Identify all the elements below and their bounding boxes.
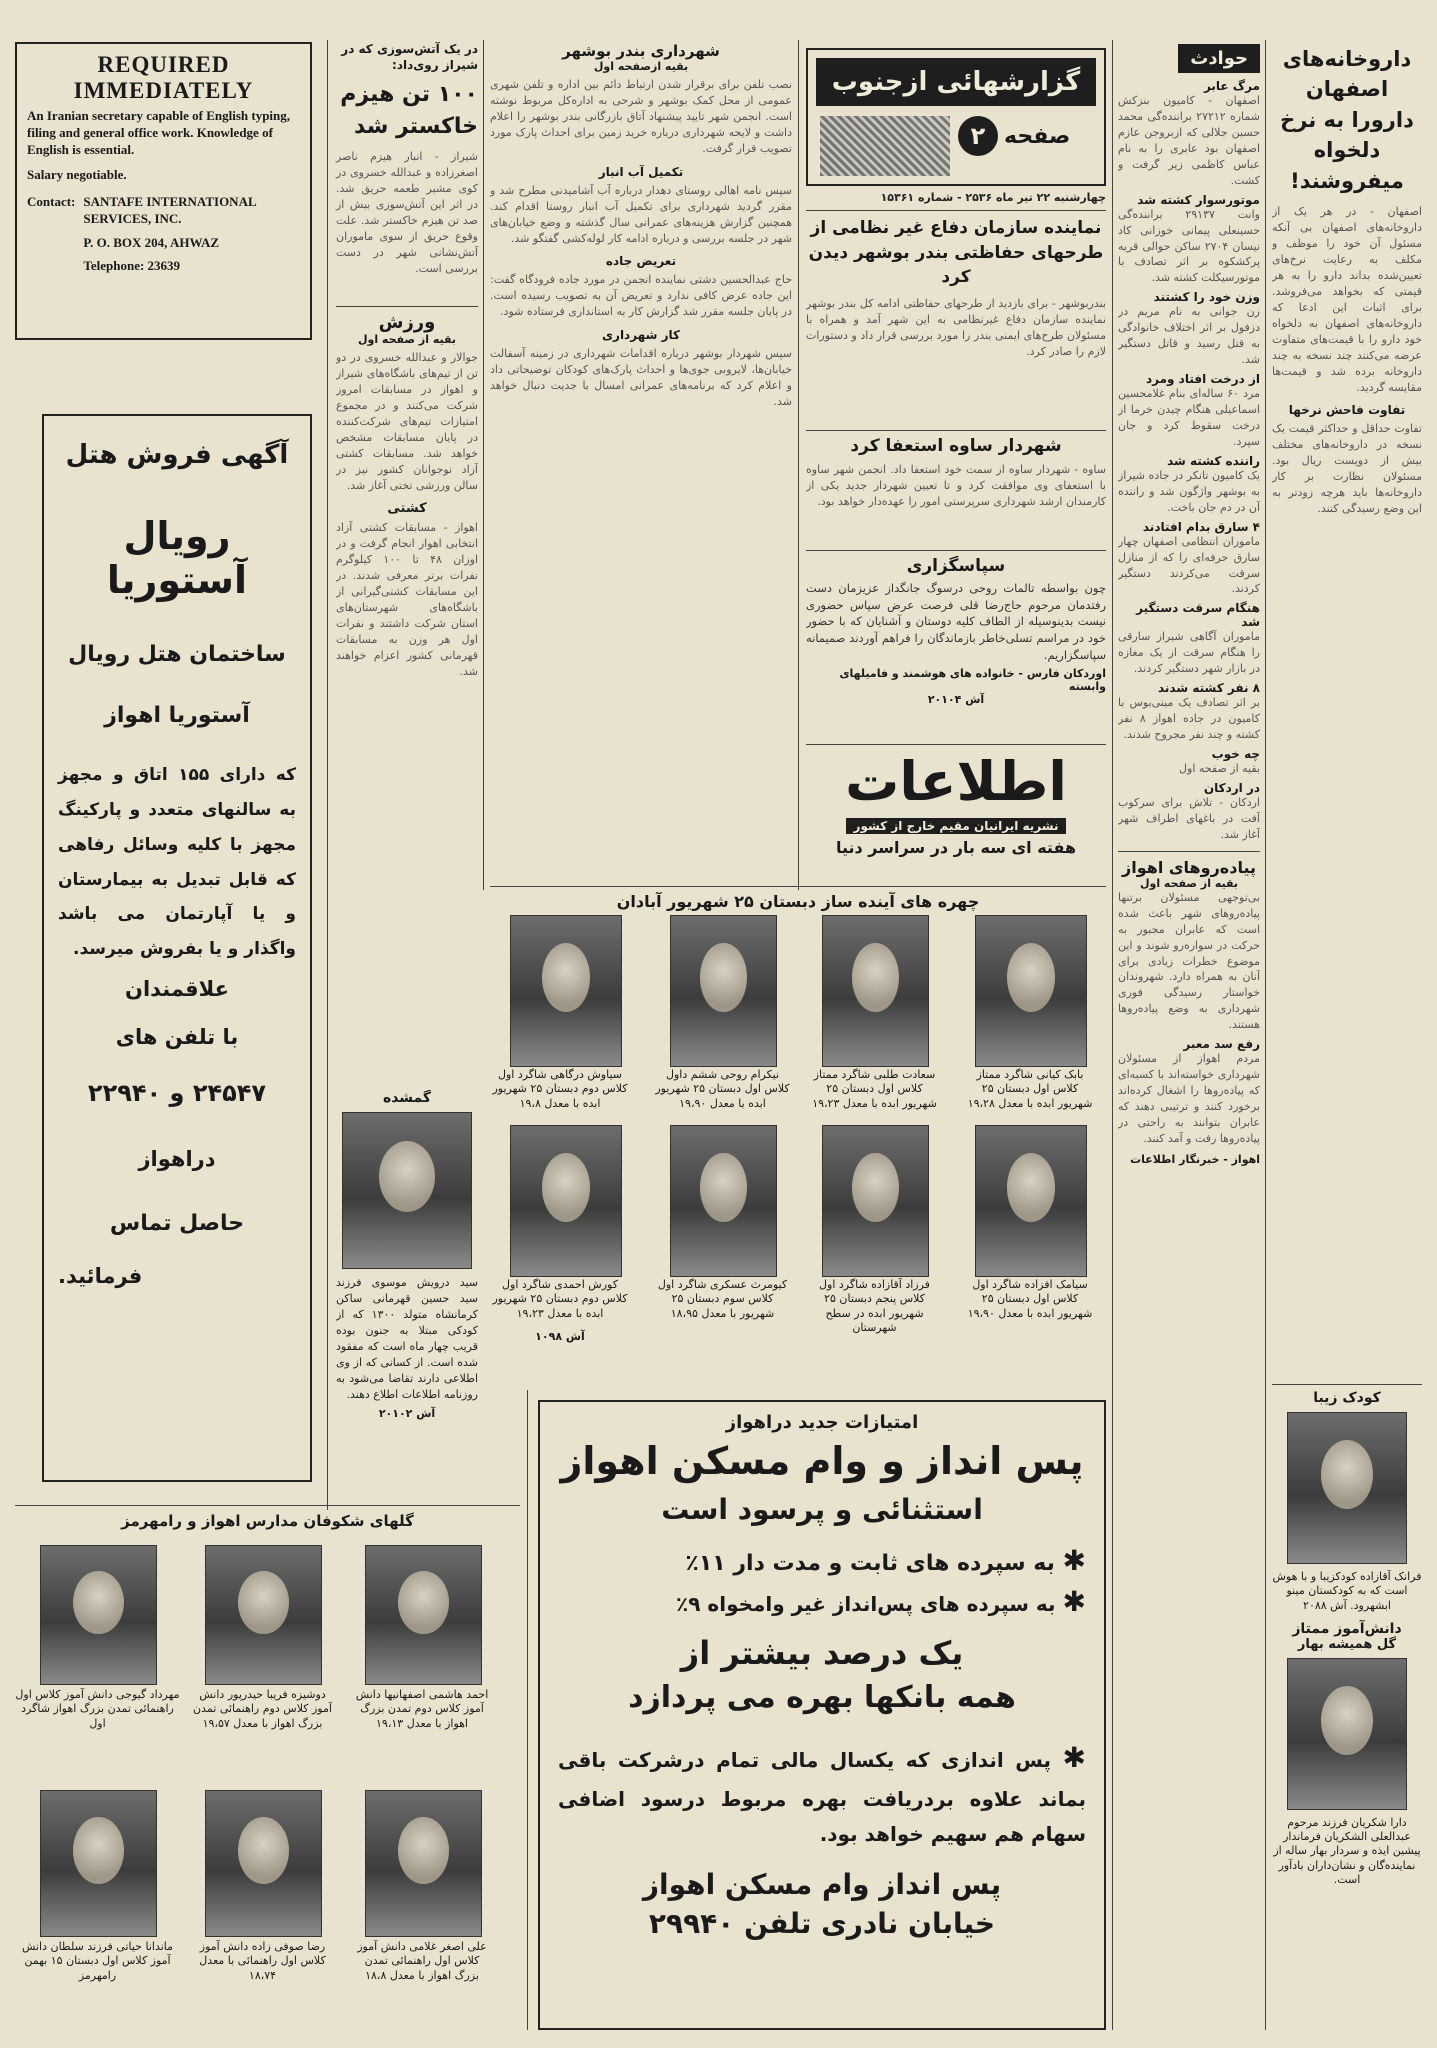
hotel-ad-line-1: ساختمان هتل رویال <box>68 642 286 667</box>
incident-item: راننده کشته شد یک کامیون تانکر در جاده شیراز به بوشهر واژگون شد و راننده آن در دم جان باخت. <box>1118 453 1260 514</box>
defense-headline: نماینده سازمان دفاع غیر نظامی از طرحهای حفاظتی بندر بوشهر دیدن کرد <box>808 218 1104 288</box>
savings-kicker: امتیازات جدید دراهواز <box>725 1412 919 1433</box>
thanks-headline: سپاسگزاری <box>906 556 1006 576</box>
savings-line-1: به سپرده های ثابت و مدت دار ۱۱٪ <box>685 1551 1055 1576</box>
wrestling-heading: کشتی <box>387 501 427 517</box>
lost-code: آش ۲۰۱۰۲ <box>378 1406 436 1420</box>
english-ad-contact-label: Contact: <box>27 193 76 209</box>
student-photo <box>670 1125 777 1277</box>
student-caption: سیاوش درگاهی شاگرد اول کلاس دوم دبستان ۲۵ شهریور ابده با معدل ۱۹،۸ <box>492 1068 628 1110</box>
ettelaat-logo: اطلاعات <box>845 750 1067 813</box>
thanks-signature: اوردکان فارس - خانواده های هوشمند و فامیلهای وابسته <box>839 667 1106 694</box>
hotel-ad-line-2: آستوریا اهواز <box>104 703 250 728</box>
fire-story-body: شیراز - انبار هیزم ناصر اصغرزاده و عبدالله خسروی در کوی مشیر طعمه حریق شد. در اثر این آتش‌سوزی بیش از صد تن هیزم خاکستر شد. علت وقوع حریق از سوی ماموران آتش‌نشانی شهر در دست بررسی است. <box>336 149 478 275</box>
savings-line-2: به سپرده های پس‌انداز غیر وامخواه ۹٪ <box>676 1592 1056 1616</box>
ettelaat-tag-1: نشریه ایرانیان مقیم خارج از کشور <box>846 818 1067 834</box>
thanks-notice <box>806 556 1106 740</box>
english-ad-heading-2: IMMEDIATELY <box>73 78 254 103</box>
saveh-headline: شهردار ساوه استعفا کرد <box>850 436 1062 456</box>
bushehr-body: نصب تلفن برای برقرار شدن ارتباط دائم بین اداره و تلفن شهری عمومی از محل کمک بوشهر و شرحی به اداره‌کل مربوط نوشته است. انجمن شهر تایید پیشنهاد آتاق بازرگانی بندر بوشهر را اعلام داشت و لایحه شهرداری درباره خرید زمین برای احداث پارک مورد تصویب قرار گرفت. <box>490 78 792 155</box>
kids-caption-1: فرانک آقازاده کودکزیبا و با هوش است که به کودکستان مینو ابشهرود. آش ۲۰۸۸ <box>1272 1570 1422 1612</box>
sports-sub: بقیه از صفحه اول <box>357 333 457 346</box>
kids-heading-3: گل همیشه بهار <box>1297 1636 1397 1652</box>
sports-heading: ورزش <box>378 312 436 333</box>
fire-story-kicker: در یک آتش‌سوزی که در شیراز روی‌داد: <box>341 42 478 72</box>
pharmacy-sub: تفاوت فاحش نرخها <box>1288 403 1406 418</box>
savings-sub: استثنائی و پرسود است <box>661 1493 983 1526</box>
defense-body: بندربوشهر - برای بازدید از طرحهای حفاظتی ادامه کل بندر بوشهر نماینده سازمان دفاع غیرنظامی به این شهر آمد و همراه با مسئولان طرح‌های ایمنی بندر را مورد بررسی قرار داد و دستورات لازم را صادر کرد. <box>806 296 1106 358</box>
incident-item: ۴ سارق بدام افتادند ماموران انتظامی اصفهان چهار سارق حرفه‌ای را که از منازل سرقت می‌کردند دستگیر کردند. <box>1118 519 1260 596</box>
student-caption: سیامک افزاده شاگرد اول کلاس اول دبستان ۲۵ شهریور ابده با معدل ۱۹،۹۰ <box>967 1278 1093 1320</box>
lost-person-photo <box>342 1112 472 1269</box>
student-caption: فرزاد آقازاده شاگرد اول کلاس پنجم دبستان ۲۵ شهریور ابده در سطح شهرستان <box>819 1278 930 1334</box>
pedestrians-title: پیاده‌روهای اهواز <box>1122 857 1256 877</box>
kid-photo <box>205 1545 322 1685</box>
bushehr-body-2: سپس نامه اهالی روستای دهدار درباره آب آشامیدنی مطرح شد و مقرر گردید شهرداری برای تکمیل آب انبار روستا اقدام کند. همچنین گزارش هزینه‌های عمرانی سال گذشته و وضع خیابان‌های شهر در جلسه بررسی و درباره ادامه کار لوله‌کشی گفتگو شد. <box>490 183 792 245</box>
section-masthead <box>806 48 1106 186</box>
asterisk-icon: ✱ <box>1062 1544 1086 1577</box>
pedestrians-signature: اهواز - خبرنگار اطلاعات <box>1130 1152 1260 1166</box>
student-photo <box>975 1125 1087 1277</box>
wrestling-body: اهواز - مسابقات کشتی آزاد انتخابی اهواز انجام گرفت و در اوزان ۴۸ تا ۱۰۰ کیلوگرم نفرات برتر معرفی شدند. در این مسابقات کشتی‌گیرانی از باشگاه‌های شهرستان‌های استان شرکت داشتند و نفرات اول هر وزن به مسابقات قهرمانی کشور اعزام خواهند شد. <box>336 521 478 678</box>
hotel-ad <box>42 414 312 1482</box>
fire-story-headline: ۱۰۰ تن هیزم خاکستر شد <box>340 82 478 140</box>
fire-story <box>336 42 478 302</box>
pharmacy-body: اصفهان - در هر یک از داروخانه‌های اصفهان بی آنکه مسئول آن خود را موظف و مکلف به رعایت نرخ‌های تعیین‌شده بداند دارو را به هر قیمتی که بخواهد می‌فروشد. برای اثبات این ادعا که داروخانه‌های اصفهان به دلخواه خود دارو را با قیمت‌های متفاوت عرضه می‌کنند چند نسخه به چند داروخانه برده شد و قیمت‌ها مقایسه گردید. <box>1272 205 1422 394</box>
savings-big-1: یک درصد بیشتر از <box>680 1634 964 1672</box>
issue-date: چهارشنبه ۲۲ تیر ماه ۲۵۳۶ - شماره ۱۵۳۶۱ <box>880 191 1106 204</box>
incident-item: در اردکان اردکان - تلاش برای سرکوب آفت در باغهای اطراف شهر آغاز شد. <box>1118 780 1260 841</box>
hotel-ad-end: فرمائید. <box>58 1264 143 1289</box>
hotel-ad-applicants: علاقمندان <box>125 977 229 1002</box>
saveh-body: ساوه - شهردار ساوه از سمت خود استعفا داد. انجمن شهر ساوه با استعفای وی موافقت کرد و تا تعیین شهردار جدید یکی از کارمندان ارشد شهرداری سرپرستی امور را عهده‌دار خواهد بود. <box>806 463 1106 508</box>
english-ad-heading-1: REQUIRED <box>97 52 230 77</box>
incident-item: موتورسوار کشته شد وانت ۲۹۱۳۷ براننده‌گی حسینعلی پیمانی خوزانی کاد نیسان ۲۷۰۴ ساکن حوالی قریه پرکشکوه بر اثر تصادف با موتورسیکلت کشته شد. <box>1118 192 1260 285</box>
page-number: ۲ <box>958 116 998 156</box>
students-code: آش ۱۰۹۸ <box>535 1330 585 1343</box>
kid-caption: احمد هاشمی اصفهانیها دانش آموز کلاس دوم تمدن بزرگ اهواز با معدل ۱۹،۱۳ <box>355 1688 489 1730</box>
defense-story <box>806 216 1106 426</box>
school-kids-headline: گلهای شکوفان مدارس اهواز و رامهرمز <box>121 1512 414 1530</box>
hotel-ad-city: دراهواز <box>138 1147 216 1172</box>
savings-body: پس اندازی که یکسال مالی تمام درشرکت باقی بماند علاوه بردریافت بهره مربوط درسود اضافی سهام هم سهیم خواهد بود. <box>558 1748 1086 1846</box>
student-photo <box>822 915 929 1067</box>
bushehr-story <box>490 42 792 884</box>
english-ad-body: An Iranian secretary capable of English typing, filing and general office work. Knowledge of English is essential. <box>27 108 291 157</box>
pedestrians-sub-2: رفع سد معبر <box>1183 1037 1260 1052</box>
students-headline: چهره های آینده ساز دبستان ۲۵ شهریور آبادان <box>616 892 980 911</box>
english-ad-salary: Salary negotiable. <box>27 166 127 182</box>
savings-footer-1: پس انداز وام مسکن اهواز <box>642 1868 1002 1901</box>
pedestrians-body-2: مردم اهواز از مسئولان شهرداری خواسته‌اند با کسبه‌ای که پیاده‌روها را اشغال کرده‌اند برخورد کنند و ترتیبی دهند که عابران بتوانند به راحتی در پیاده‌روها رفت و آمد کنند. <box>1118 1052 1260 1145</box>
top-student-photo <box>1287 1658 1407 1810</box>
student-photo <box>510 915 622 1067</box>
savings-ad <box>538 1400 1106 2030</box>
student-photo <box>822 1125 929 1277</box>
thanks-body: چون بواسطه تالمات روحی درسوگ جانگداز عزیزمان دست رفتدمان مرحوم حاج‌رضا قلی فرصت عرض سپاس حضوری نیست بدینوسیله از الطاف کلیه دوستان و آشنایان که با حضور خود در مراسم تسلی‌خاطر بازماندگان را فراهم آوردند صمیمانه سپاسگزاریم. <box>806 581 1106 662</box>
incident-item: ۸ نفر کشته شدند بر اثر تصادف یک مینی‌بوس با کامیون در جاده اهواز ۸ نفر کشته و چند نفر مجروح شدند. <box>1118 681 1260 742</box>
asterisk-icon: ✱ <box>1062 1585 1086 1618</box>
savings-big-2: همه بانکها بهره می پردازد <box>628 1680 1016 1715</box>
kid-caption: علی اصغر غلامی دانش آموز کلاس اول راهنمائی تمدن بزرگ اهواز با معدل ۱۸،۸ <box>357 1940 487 1982</box>
bushehr-body-4: سپس شهردار بوشهر درباره اقدامات شهرداری در زمینه آسفالت خیابان‌ها، لایروبی جوی‌ها و احداث پارک‌های کودکان توضیحاتی داد و اعلام کرد که برنامه‌های عمرانی امسال با جدیت دنبال خواهد شد. <box>490 347 792 409</box>
incidents-column <box>1118 44 1260 2030</box>
student-photo <box>670 915 777 1067</box>
lost-notice <box>336 1090 478 1485</box>
pedestrians-sub: بقیه از صفحه اول <box>1139 876 1239 890</box>
kids-heading-1: کودک زیبا <box>1313 1390 1381 1406</box>
student-caption: کیومرث عسکری شاگرد اول کلاس سوم دبستان ۲۵ شهریور با معدل ۱۸،۹۵ <box>657 1278 788 1320</box>
kid-caption: رضا صوفی زاده دانش آموز کلاس اول راهنمائی با معدل ۱۸،۷۴ <box>199 1940 326 1982</box>
section-title: گزارشهائی ازجنوب <box>816 58 1096 106</box>
student-caption: بابک کیانی شاگرد ممتاز کلاس اول دبستان ۲۵ شهریور ابده با معدل ۱۹،۲۸ <box>967 1068 1093 1110</box>
hotel-ad-contact: حاصل تماس <box>109 1211 245 1237</box>
incident-item: از درخت افتاد ومرد مرد ۶۰ ساله‌ای بنام غلامحسین اسماعیلی هنگام چیدن خرما از درخت سقوط کرد و جان سپرد. <box>1118 372 1260 448</box>
kid-photo <box>40 1790 157 1937</box>
english-ad-contact-3: Telephone: 23639 <box>83 258 181 274</box>
savings-title: پس انداز و وام مسکن اهواز <box>560 1439 1084 1483</box>
bushehr-sub-2: تکمیل آب انبار <box>598 164 684 179</box>
page-label: صفحه <box>1004 124 1071 149</box>
pharmacy-headline: داروخانه‌های اصفهان دارورا به نرخ دلخواه میفروشند! <box>1280 47 1414 193</box>
kid-caption: دوشیزه فریبا حیدرپور دانش آموز کلاس دوم راهنمائی تمدن بزرگ اهواز با معدل ۱۹،۵۷ <box>193 1688 332 1730</box>
english-ad <box>15 42 312 340</box>
student-caption: کورش احمدی شاگرد اول کلاس دوم دبستان ۲۵ شهریور ابده با معدل ۱۹،۲۳ <box>492 1278 628 1320</box>
kid-caption: مهرداد گیوجی دانش آموز کلاس اول راهنمائی تمدن بزرگ اهواز شاگرد اول <box>15 1688 180 1730</box>
incident-item: چه خوب بقیه از صفحه اول <box>1179 747 1260 775</box>
english-ad-contact-1: SANTAFE INTERNATIONAL SERVICES, INC. <box>83 193 256 227</box>
pharmacy-story <box>1272 44 1422 1144</box>
english-ad-contact-2: P. O. BOX 204, AHWAZ <box>83 234 220 250</box>
savings-footer-2: خیابان نادری تلفن ۲۹۹۴۰ <box>648 1907 996 1940</box>
lost-heading: گمشده <box>382 1090 432 1106</box>
kids-heading-2: دانش‌آموز ممتاز <box>1292 1620 1402 1637</box>
saveh-story <box>806 436 1106 546</box>
incident-item: وزن خود را کشتند زن جوانی به نام مریم در دزفول بر اثر اختلاف خانوادگی به قتل رسید و قاتل دستگیر شد. <box>1118 290 1260 367</box>
bushehr-sub-3: تعریض جاده <box>605 254 677 269</box>
student-caption: نیکرام روحی ششم داول کلاس اول دبستان ۲۵ شهریور ابده با معدل ۱۹،۹۰ <box>655 1068 790 1110</box>
hotel-ad-phone-label: با تلفن های <box>115 1025 239 1050</box>
incident-item: مرگ عابر اصفهان - کامیون بنزکش شماره ۲۷۲۱۲ براننده‌گی محمد حسین جلالی که ازبروجن عازم اصفهان بود عابری را به نام عباس کاظمی زیر گرفت و کشت. <box>1118 79 1260 187</box>
asterisk-icon: ✱ <box>1062 1741 1086 1774</box>
kids-caption-2: دارا شکریان فرزند مرحوم عبدالعلی الشکریان فرماندار پیشین ایذه و سردار بهار ساله از نماینده‌گان و نشان‌داران بادآور است. <box>1273 1815 1421 1887</box>
bushehr-body-3: حاج عبدالحسین دشتی نماینده انجمن در مورد جاده فرودگاه گفت: این جاده عرض کافی ندارد و تعریض آن به تصویب رسیده است. در پایان جلسه مقرر شد گزارش کار به استانداری فرستاده شود. <box>490 273 792 319</box>
hotel-ad-title: آگهی فروش هتل <box>65 440 289 470</box>
student-photo <box>975 915 1087 1067</box>
beautiful-child-photo <box>1287 1412 1407 1564</box>
bushehr-sub-4: کار شهرداری <box>602 328 680 343</box>
sports-column <box>336 312 478 882</box>
bushehr-sub: بقیه ازصفحه اول <box>593 60 689 73</box>
student-caption: سعادت طلبی شاگرد ممتاز کلاس اول دبستان ۲۵ شهریور ابده با معدل ۱۹،۲۳ <box>812 1068 937 1110</box>
pedestrians-body: بی‌توجهی مسئولان برتنها پیاده‌روهای شهر باعث شده است که عابران مجبور به حرکت در سواره‌رو شوند و این موضوع خطرات زیادی برای آنان به همراه دارد. شهروندان خواستار رسیدگی فوری شهرداری به وضع پیاده‌روها هستند. <box>1118 890 1260 1032</box>
lost-body: سید درویش موسوی فرزند سید حسین قهرمانی ساکن کرمانشاه متولد ۱۳۰۰ که از کودکی مبتلا به جنون بوده قریب چهار ماه است که مفقود شده است. از کسانی که از وی اطلاعی دارند تقاضا می‌شود به روزنامه اطلاعات اطلاع دهند. <box>336 1276 478 1401</box>
kid-photo <box>365 1790 482 1937</box>
bushehr-headline: شهرداری بندر بوشهر <box>562 42 720 60</box>
kid-photo <box>365 1545 482 1685</box>
masthead-illustration <box>820 116 950 176</box>
hotel-ad-name: رویال آستوریا <box>106 514 248 602</box>
thanks-code: آش ۲۰۱۰۴ <box>927 693 985 707</box>
pharmacy-body-2: تفاوت حداقل و حداکثر قیمت یک نسخه در داروخانه‌های مختلف بیش از دویست ریال بود. مسئولان نظارت بر کار داروخانه‌ها باید هرچه زودتر به این وضع رسیدگی کنند. <box>1272 422 1422 516</box>
hotel-ad-body: که دارای ۱۵۵ اتاق و مجهز به سالنهای متعدد و پارکینگ مجهز با کلیه وسائل رفاهی که قابل تبدیل به بیمارستان و یا آپارتمان می باشد واگذار و یا بفروش میرسد. <box>58 765 296 960</box>
kids-column <box>1272 1390 1422 2030</box>
ettelaat-tag-2: هفته ای سه بار در سراسر دنیا <box>835 837 1077 857</box>
ettelaat-promo <box>806 750 1106 882</box>
sports-body: جوالار و عبدالله خسروی در دو تن از تیم‌های باشگاه‌های شیراز و اهواز در مسابقات امروز شرکت می‌کنند و در مجموع امتیازات تیم‌های شرکت‌کننده در پایان مسابقات مشخص خواهد شد. مسابقات کشتی آزاد نوجوانان کشور نیز در سالن ورزشی تختی آغاز شد. <box>336 351 478 492</box>
kid-photo <box>205 1790 322 1937</box>
hotel-ad-phones: ۲۴۵۴۷ و ۲۲۹۴۰ <box>87 1079 267 1108</box>
incidents-badge: حوادث <box>1178 44 1260 73</box>
kid-caption: ماندانا حیاتی فرزند سلطان دانش آموز کلاس اول دبستان ۱۵ بهمن رامهرمز <box>21 1940 174 1982</box>
kid-photo <box>40 1545 157 1685</box>
incident-item: هنگام سرقت دستگیر شد ماموران آگاهی شیراز سارقی را هنگام سرقت از یک مغازه در بازار شهر دستگیر کردند. <box>1118 601 1260 676</box>
student-photo <box>510 1125 622 1277</box>
